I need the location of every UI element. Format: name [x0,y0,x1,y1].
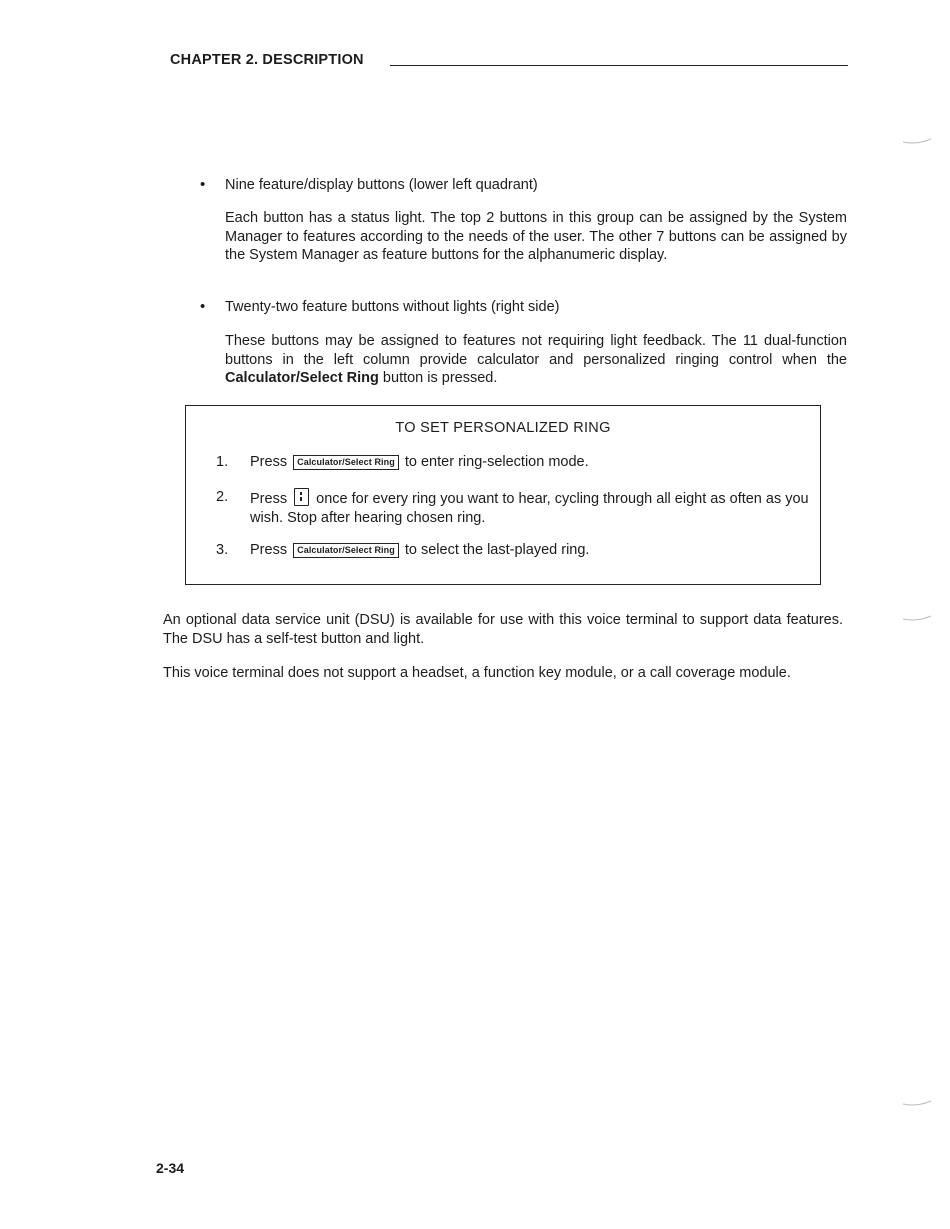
step-number: 1. [216,454,229,470]
calculator-select-ring-key: Calculator/Select Ring [293,455,399,470]
bullet-dot-icon: • [200,176,206,193]
step-description: to enter ring-selection mode. [404,454,589,470]
procedure-title: TO SET PERSONALIZED RING [395,420,611,436]
step-text [250,488,816,528]
scan-edge-mark [902,1100,932,1106]
step-text [250,453,816,472]
procedure-box [185,405,821,585]
step-text [250,541,816,560]
step-number: 3. [216,542,229,558]
page-header [170,52,848,72]
bullet-paragraph: Each button has a status light. The top 2 buttons in this group can be assigned by the System Manager to features according to the needs of the user. The other 7 buttons can be assigned by the System Manager as feature buttons for the alphanumeric display. [225,210,847,263]
body-paragraph: This voice terminal does not support a headset, a function key module, or a call coverage module. [163,665,791,681]
step-press: Press [250,542,288,558]
body-paragraph: An optional data service unit (DSU) is available for use with this voice terminal to support data features. The DSU has a self-test button and light. [163,612,843,647]
step-description: once for every ring you want to hear, cycling through all eight as often as you wish. Stop after hearing chosen ring. [250,491,809,526]
header-rule [390,65,848,66]
bullet-paragraph [225,332,847,388]
chapter-title: CHAPTER 2. DESCRIPTION [170,52,364,68]
scan-edge-mark [902,138,932,144]
step-press: Press [250,454,288,470]
bullet-dot-icon: • [200,298,206,315]
paragraph-text: button is pressed. [378,370,498,386]
step-number: 2. [216,489,229,505]
button-name-bold: Calculator/Select Ring [225,370,379,386]
scan-edge-mark [902,615,932,621]
bullet-heading: Twenty-two feature buttons without lights (right side) [225,299,560,315]
calculator-select-ring-key: Calculator/Select Ring [293,543,399,558]
bullet-heading: Nine feature/display buttons (lower left quadrant) [225,177,538,193]
ring-key-icon [294,488,309,506]
paragraph-text: These buttons may be assigned to features not requiring light feedback. The 11 dual-function buttons in the left column provide calculator and personalized ringing control when the [225,333,847,368]
step-press: Press [250,491,288,507]
page-number: 2-34 [156,1160,185,1176]
step-description: to select the last-played ring. [404,542,590,558]
